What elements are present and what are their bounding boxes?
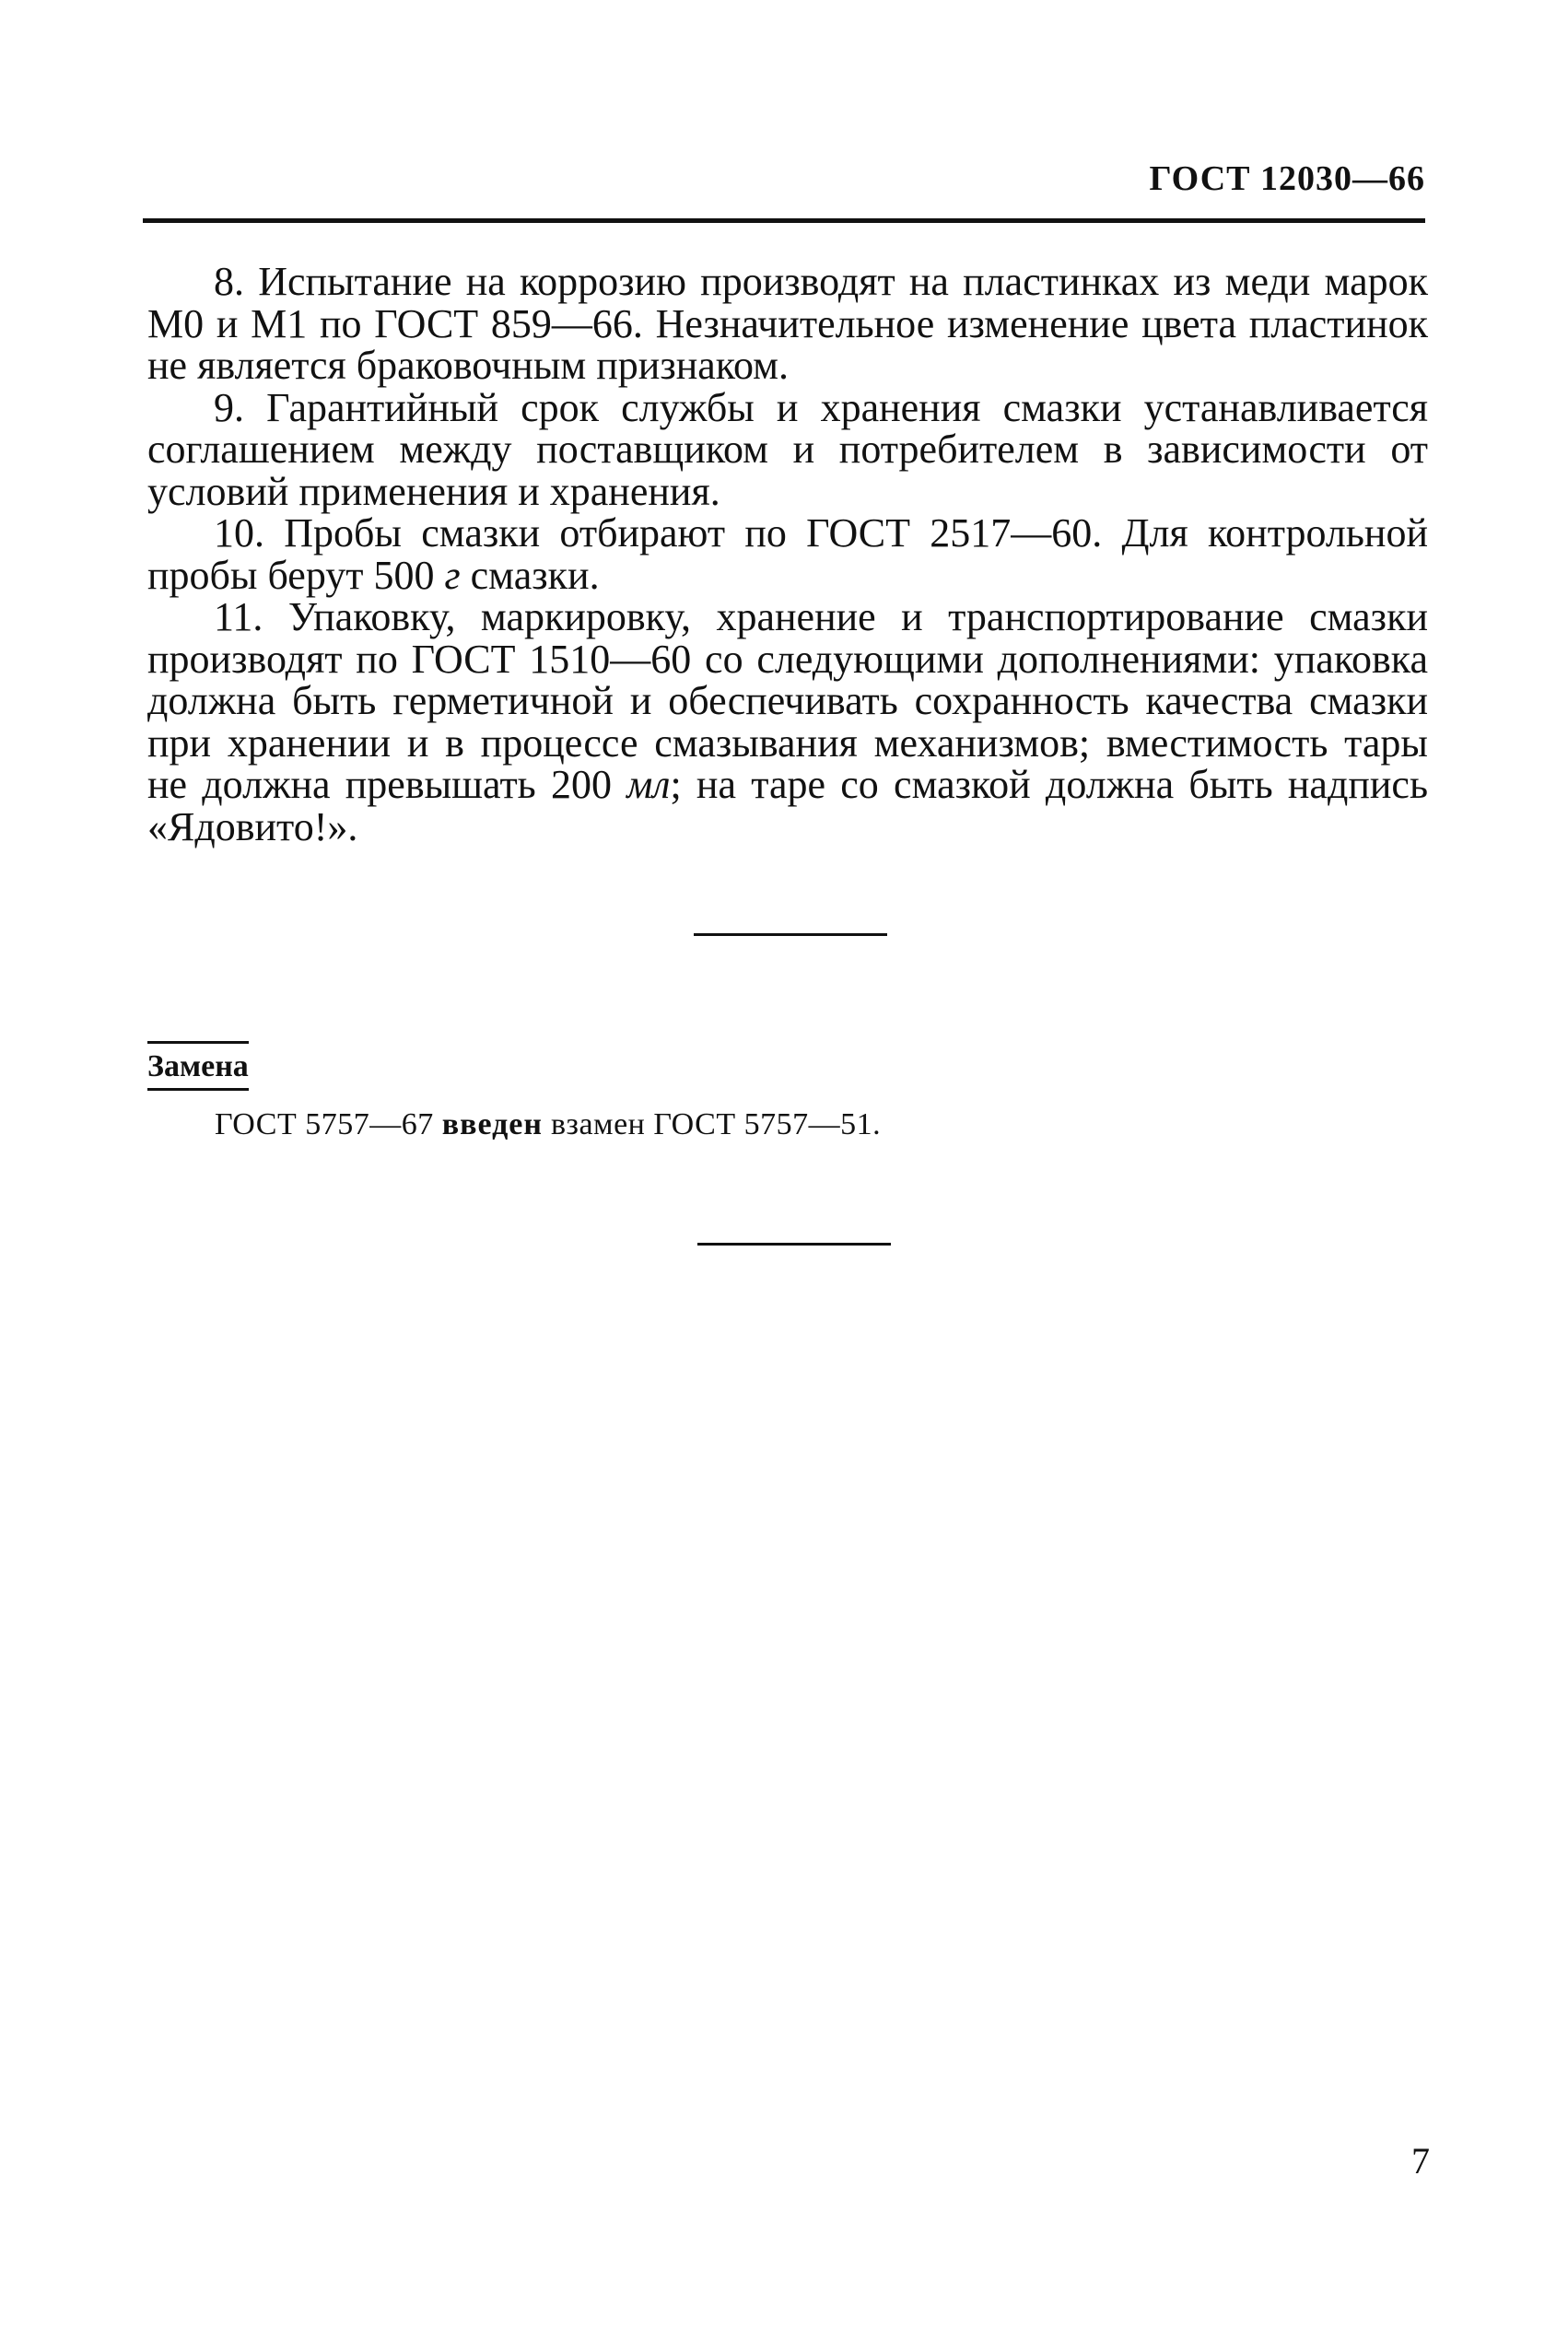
unit-milliliter: мл [626, 762, 671, 807]
document-body [147, 261, 1428, 848]
paragraph-number: 11. [214, 594, 263, 639]
replacement-note [215, 1107, 881, 1142]
paragraph-text-end: ; на таре со смазкой должна быть надпись «Ядовито!». [147, 762, 1429, 849]
page-number: 7 [1411, 2140, 1430, 2182]
section-separator [694, 933, 887, 936]
paragraph-number: 8. [214, 259, 244, 304]
paragraph-10 [147, 512, 1428, 596]
replacement-old-standard: взамен ГОСТ 5757—51. [550, 1107, 882, 1141]
paragraph-11 [147, 596, 1428, 848]
unit-gram: г [444, 552, 461, 598]
header-rule [143, 218, 1425, 223]
paragraph-number: 9. [214, 384, 244, 430]
paragraph-number: 10. [214, 510, 264, 556]
replacement-introduced-word: введен [441, 1107, 543, 1141]
paragraph-text: Пробы смазки отбирают по ГОСТ 2517—60. Для контрольной пробы берут 500 [147, 510, 1428, 598]
replacement-new-standard: ГОСТ 5757—67 [215, 1107, 434, 1141]
standard-code-header: ГОСТ 12030—66 [1149, 159, 1425, 198]
paragraph-9 [147, 384, 1428, 514]
paragraph-text: Испытание на коррозию производят на пластинках из меди марок М0 и М1 по ГОСТ 859—66. Незначительное изменение цвета пластинок не является браковочным признаком. [147, 259, 1428, 388]
paragraph-text-end: смазки. [470, 552, 600, 598]
paragraph-text: Гарантийный срок службы и хранения смазки устанавливается соглашением между поставщиком и потребителем в зависимости от условий применения и хранения. [147, 384, 1428, 514]
paragraph-8 [147, 261, 1428, 387]
end-separator [697, 1243, 891, 1246]
replacement-heading: Замена [147, 1041, 249, 1091]
paragraph-text: Упаковку, маркировку, хранение и транспортирование смазки производят по ГОСТ 1510—60 со следующими дополнениями: упаковка должна быть герметичной и обеспечивать сохранность качества смазки при хранении и в процессе смазывания механизмов; вместимость тары не должна превышать 200 [147, 594, 1428, 807]
